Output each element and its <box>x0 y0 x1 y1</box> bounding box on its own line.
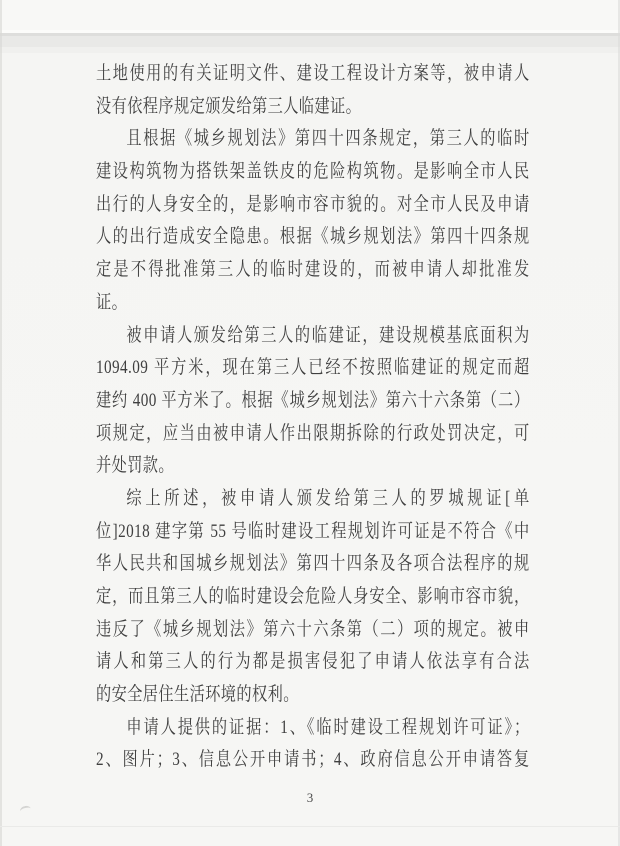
text-line: 定，而且第三人的临时建设会危险人身安全、影响市容市貌， <box>96 586 530 607</box>
document-text <box>96 58 530 777</box>
text-line: 请人和第三人的行为都是损害侵犯了申请人依法享有合法 <box>96 651 530 673</box>
text-line: 华人民共和国城乡规划法》第四十四条及各项合法程序的规 <box>96 553 530 575</box>
text-line: 人的出行造成安全隐患。根据《城乡规划法》第四十四条规 <box>96 226 530 248</box>
text-line: 定是不得批准第三人的临时建设的，而被申请人却批准发 <box>96 259 530 281</box>
text-line: 1094.09 平方米，现在第三人已经不按照临建证的规定而超 <box>96 357 530 379</box>
text-line: 违反了《城乡规划法》第六十六条第（二）项的规定。被申 <box>96 618 530 640</box>
text-line: 没有依程序规定颁发给第三人临建证。 <box>96 95 362 117</box>
text-line: 证。 <box>96 291 128 313</box>
text-line: 且根据《城乡规划法》第四十四条规定，第三人的临时 <box>126 128 530 150</box>
text-line: 位]2018 建字第 55 号临时建设工程规划许可证是不符合《中 <box>96 520 530 542</box>
text-line: 的安全居住生活环境的权利。 <box>96 684 299 706</box>
text-line: 并处罚款。 <box>96 455 175 477</box>
text-line: 综上所述，被申请人颁发给第三人的罗城规证[单 <box>126 487 530 509</box>
text-line: 2、图片；3、信息公开申请书；4、政府信息公开申请答复 <box>96 749 530 771</box>
text-line: 出行的人身安全的，是影响市容市貌的。对全市人民及申请 <box>96 193 530 215</box>
scan-smudge-artifact <box>19 805 32 815</box>
page-number: 3 <box>306 790 314 805</box>
text-line: 申请人提供的证据：1、《临时建设工程规划许可证》； <box>126 716 530 738</box>
scan-bottom-seam-artifact <box>0 826 620 827</box>
text-line: 土地使用的有关证明文件、建设工程设计方案等，被申请人 <box>96 63 530 84</box>
text-line: 被申请人颁发给第三人的临建证，建设规模基底面积为 <box>126 324 530 346</box>
text-line: 项规定，应当由被申请人作出限期拆除的行政处罚决定，可 <box>96 422 530 444</box>
scan-left-edge-artifact <box>0 0 2 846</box>
text-line: 建约 400 平方米了。根据《城乡规划法》第六十六条第（二） <box>96 389 530 411</box>
text-line: 建设构筑物为搭铁架盖铁皮的危险构筑物。是影响全市人民 <box>96 161 530 183</box>
